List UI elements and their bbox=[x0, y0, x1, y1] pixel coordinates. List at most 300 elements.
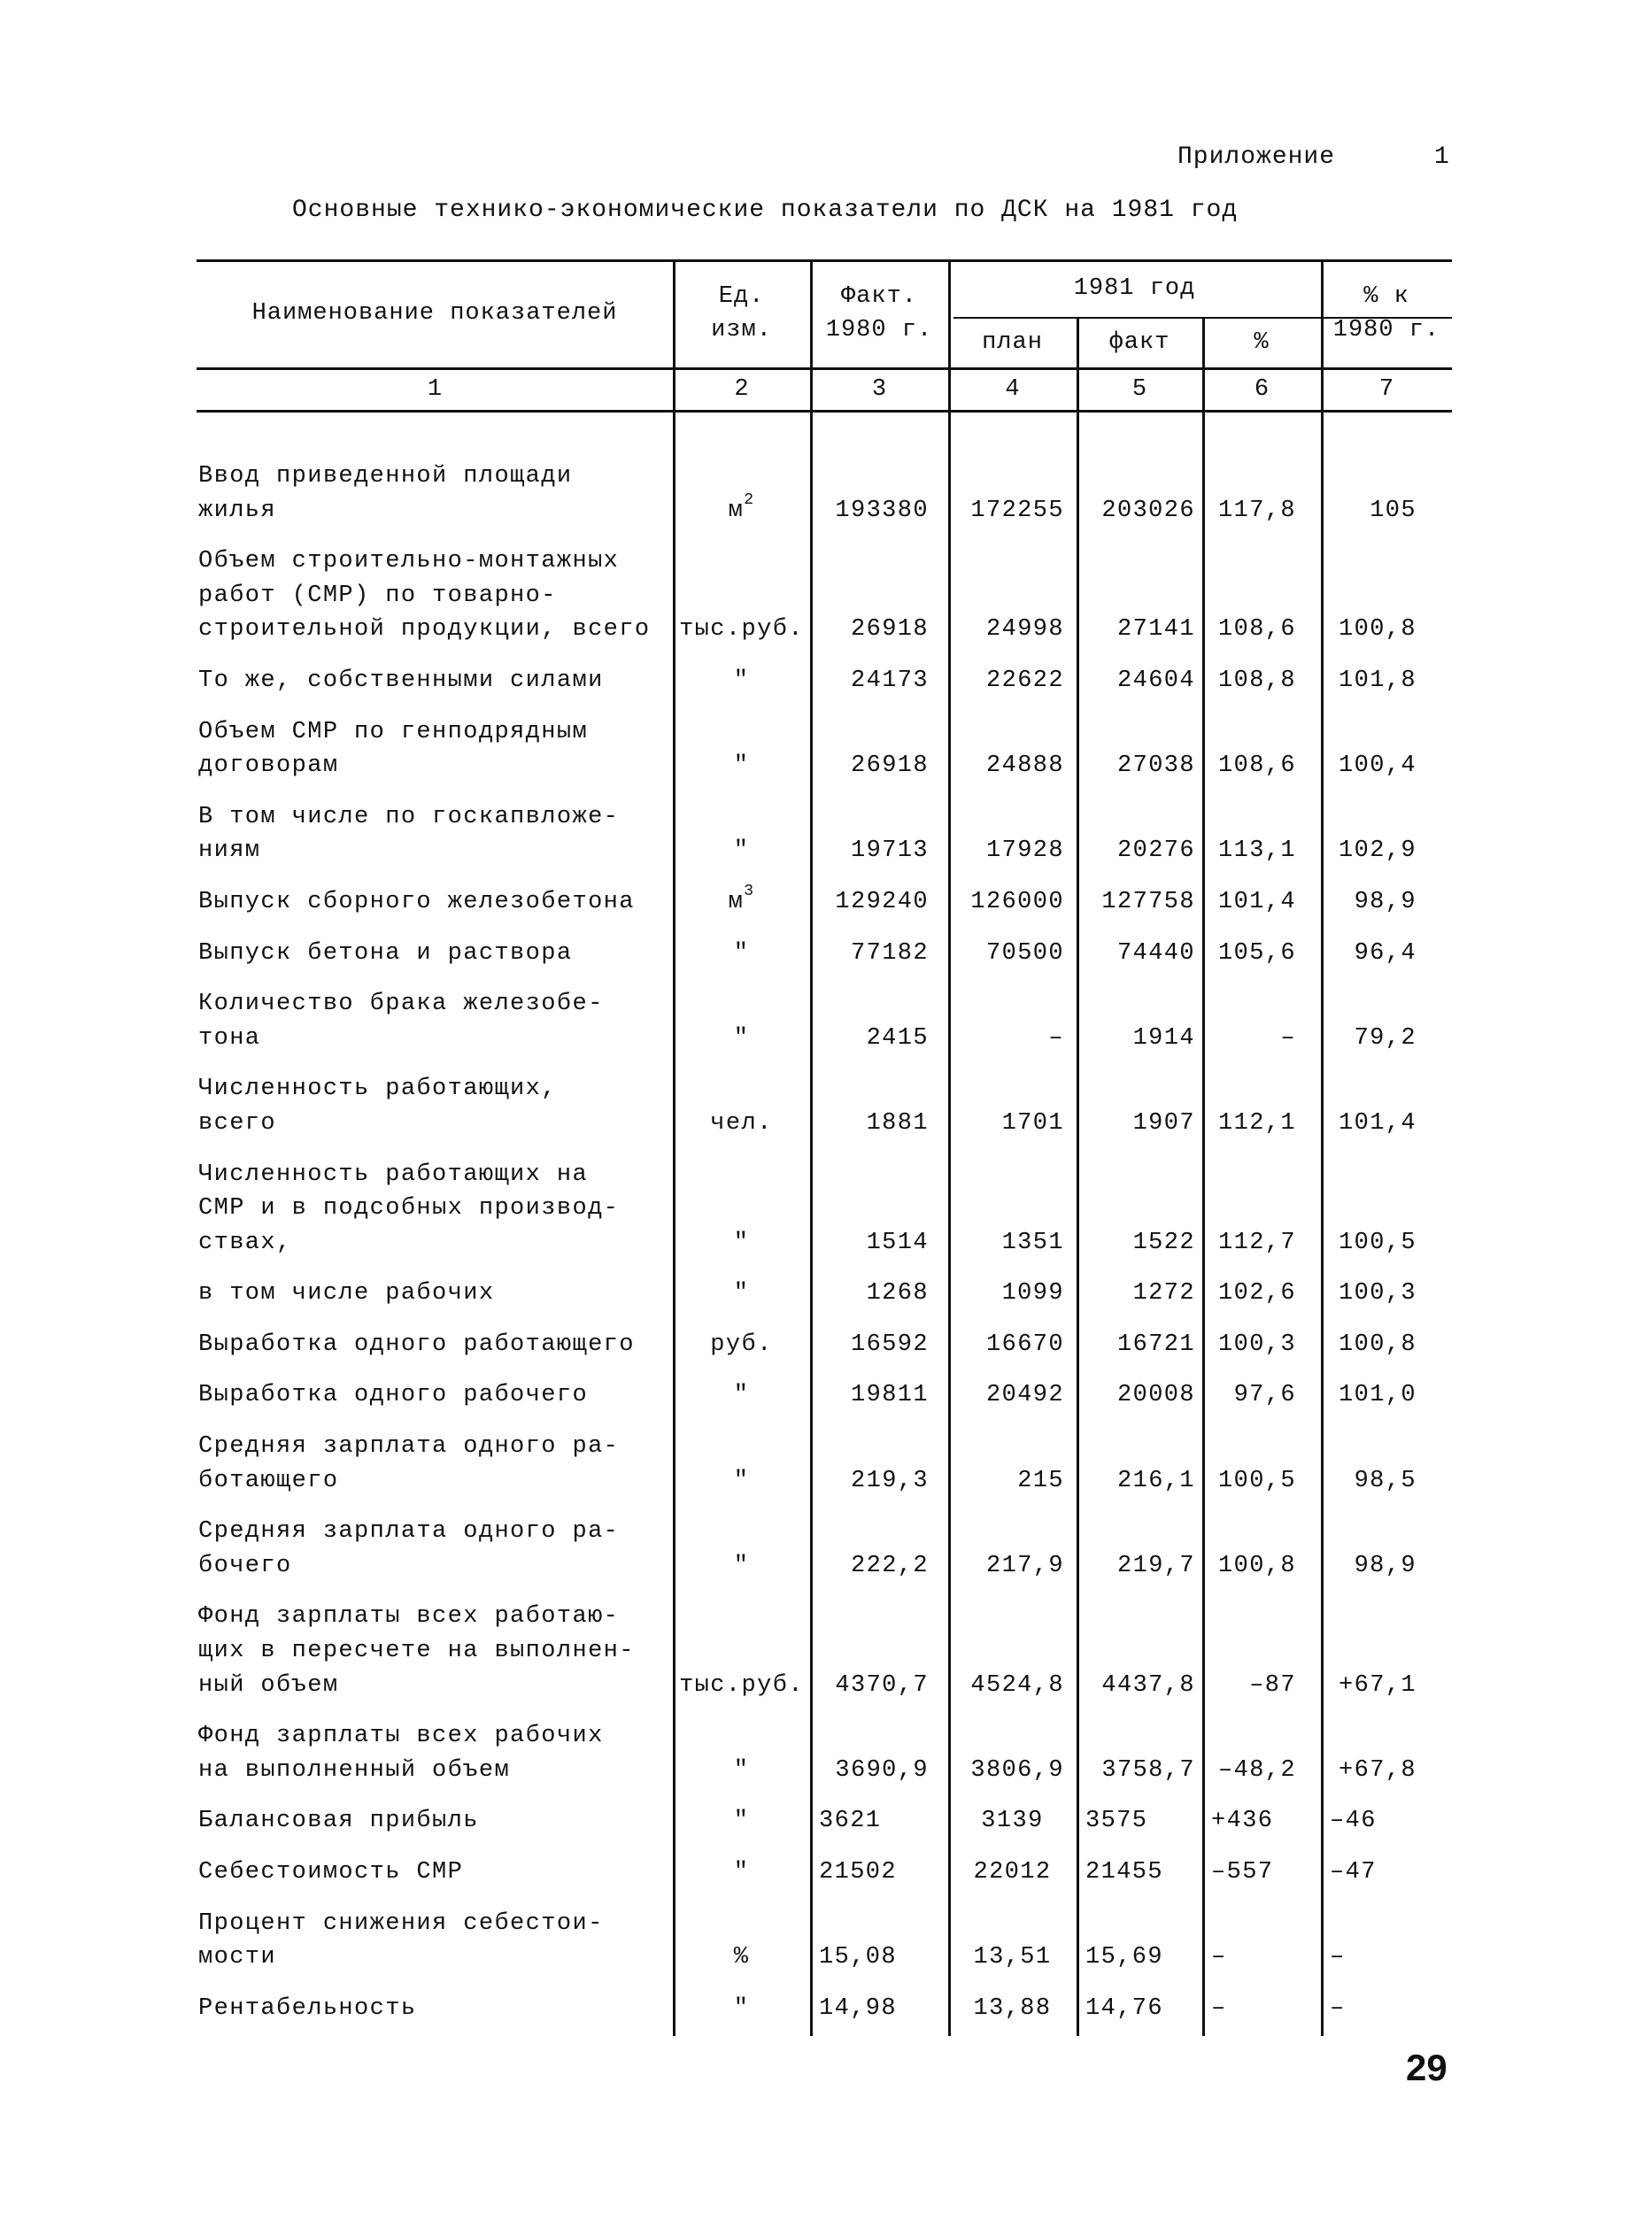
cell-value: 4524,8 bbox=[970, 1671, 1064, 1699]
unit-value: ″ bbox=[733, 667, 750, 694]
indicator-name bbox=[197, 544, 673, 647]
header-name-text: Наименование показателей bbox=[251, 300, 618, 327]
unit-cell bbox=[673, 1515, 810, 1583]
unit-text bbox=[734, 1855, 750, 1890]
unit-value: ″ bbox=[733, 1382, 750, 1409]
unit-text bbox=[734, 1378, 750, 1413]
value-cell-fact-1980 bbox=[810, 1277, 948, 1311]
unit-superscript: 3 bbox=[744, 882, 755, 900]
indicator-name-line: договорам bbox=[198, 752, 339, 780]
unit-cell bbox=[673, 1855, 810, 1890]
value-cell-plan bbox=[948, 885, 1077, 920]
value-cell-fact-1980 bbox=[810, 1719, 948, 1787]
unit-cell bbox=[673, 1328, 810, 1362]
value-cell-fact bbox=[1077, 1600, 1202, 1702]
header-percent-text: % bbox=[1254, 328, 1270, 356]
unit-cell bbox=[673, 1158, 810, 1261]
table-row bbox=[197, 1975, 1452, 2026]
cell-value: +67,1 bbox=[1338, 1671, 1417, 1699]
value-cell-fact-1980 bbox=[810, 1907, 948, 1975]
cell-value: 108,6 bbox=[1217, 616, 1296, 644]
value-cell-fact-1980 bbox=[810, 1992, 948, 2026]
indicator-name-line: Выработка одного работающего bbox=[198, 1331, 635, 1358]
column-number: 5 bbox=[1131, 376, 1147, 403]
value-cell-plan bbox=[948, 1277, 1077, 1311]
value-cell-plan bbox=[948, 1719, 1077, 1787]
value-cell-fact-1980 bbox=[810, 544, 948, 647]
table-row bbox=[197, 1890, 1452, 1975]
value-cell-percent bbox=[1202, 987, 1321, 1055]
indicator-name bbox=[197, 1855, 673, 1890]
indicator-name-line: Выпуск бетона и раствора bbox=[198, 939, 573, 967]
value-cell-percent-to-1980 bbox=[1321, 1992, 1452, 2026]
value-cell-percent-to-1980 bbox=[1321, 800, 1452, 868]
indicator-name-line: Объем СМР по генподрядным bbox=[198, 718, 589, 745]
unit-value: ″ bbox=[733, 1859, 750, 1886]
unit-value: ″ bbox=[733, 1229, 750, 1256]
cell-value: 21455 bbox=[1085, 1859, 1164, 1886]
indicator-name bbox=[197, 1072, 673, 1140]
unit-text bbox=[734, 1464, 750, 1499]
cell-value: 26918 bbox=[850, 616, 929, 644]
value-cell-fact-1980 bbox=[810, 1378, 948, 1413]
cell-value: –87 bbox=[1249, 1671, 1296, 1699]
table-row bbox=[197, 920, 1452, 971]
indicator-name-line: В том числе по госкапвложе- bbox=[198, 803, 620, 830]
column-number: 4 bbox=[1005, 376, 1020, 403]
cell-value: 112,7 bbox=[1217, 1229, 1296, 1256]
cell-value: – bbox=[1048, 1024, 1064, 1052]
cell-value: – bbox=[1330, 1944, 1346, 1971]
table-row bbox=[197, 783, 1452, 868]
value-cell-percent-to-1980 bbox=[1321, 664, 1452, 698]
indicator-name-line: Ввод приведенной площади bbox=[198, 463, 573, 490]
value-cell-percent-to-1980 bbox=[1321, 1158, 1452, 1261]
indicator-name bbox=[197, 987, 673, 1055]
cell-value: 15,08 bbox=[819, 1944, 898, 1971]
indicator-name-line: Средняя зарплата одного ра- bbox=[198, 1518, 620, 1546]
cell-value: 27141 bbox=[1116, 616, 1195, 644]
value-cell-percent bbox=[1202, 1378, 1321, 1413]
cell-value: 3139 bbox=[981, 1808, 1044, 1835]
value-cell-percent bbox=[1202, 544, 1321, 647]
cell-value: 100,8 bbox=[1338, 1331, 1417, 1358]
unit-value: ″ bbox=[733, 1808, 750, 1835]
indicator-name bbox=[197, 664, 673, 698]
unit-value: тыс.руб. bbox=[679, 1671, 804, 1699]
header-percent bbox=[1202, 317, 1321, 367]
indicator-name bbox=[197, 1277, 673, 1311]
unit-cell bbox=[673, 1719, 810, 1787]
cell-value: 20008 bbox=[1116, 1382, 1195, 1409]
value-cell-fact bbox=[1077, 987, 1202, 1055]
indicator-name bbox=[197, 885, 673, 920]
unit-value: ″ bbox=[733, 939, 750, 967]
value-cell-percent bbox=[1202, 1855, 1321, 1890]
value-cell-fact-1980 bbox=[810, 1158, 948, 1261]
indicator-name-line: в том числе рабочих bbox=[198, 1280, 495, 1307]
cell-value: – bbox=[1211, 1944, 1227, 1971]
value-cell-fact-1980 bbox=[810, 1328, 948, 1362]
table-row bbox=[197, 1055, 1452, 1140]
cell-value: – bbox=[1330, 1994, 1346, 2022]
value-cell-plan bbox=[948, 1430, 1077, 1498]
cell-value: +67,8 bbox=[1338, 1756, 1417, 1784]
page-number: 29 bbox=[1406, 2047, 1447, 2088]
header-fact-1980 bbox=[810, 259, 948, 367]
unit-cell bbox=[673, 544, 810, 647]
column-number: 1 bbox=[427, 376, 443, 403]
value-cell-fact-1980 bbox=[810, 664, 948, 698]
value-cell-fact bbox=[1077, 1158, 1202, 1261]
header-plan bbox=[948, 317, 1077, 367]
value-cell-fact-1980 bbox=[810, 459, 948, 528]
value-cell-fact bbox=[1077, 1515, 1202, 1583]
value-cell-fact bbox=[1077, 1430, 1202, 1498]
unit-value: м bbox=[728, 497, 745, 524]
value-cell-percent bbox=[1202, 885, 1321, 920]
cell-value: 1907 bbox=[1132, 1109, 1195, 1137]
cell-value: 3758,7 bbox=[1101, 1756, 1195, 1784]
value-cell-plan bbox=[948, 987, 1077, 1055]
table-row bbox=[197, 1702, 1452, 1787]
unit-value: % bbox=[733, 1944, 750, 1971]
cell-value: 126000 bbox=[970, 888, 1064, 915]
header-fact bbox=[1077, 317, 1202, 367]
cell-value: 1099 bbox=[1001, 1280, 1064, 1307]
value-cell-fact-1980 bbox=[810, 937, 948, 971]
unit-text bbox=[734, 1226, 750, 1261]
value-cell-percent bbox=[1202, 1072, 1321, 1140]
cell-value: 101,4 bbox=[1338, 1109, 1417, 1137]
unit-text bbox=[734, 1804, 750, 1839]
unit-cell bbox=[673, 1600, 810, 1702]
value-cell-fact bbox=[1077, 1719, 1202, 1787]
appendix-label: Приложение bbox=[1177, 143, 1336, 171]
cell-value: 129240 bbox=[835, 888, 929, 915]
cell-value: 217,9 bbox=[985, 1552, 1064, 1579]
unit-cell bbox=[673, 1378, 810, 1413]
unit-text bbox=[679, 1669, 804, 1703]
table-row bbox=[197, 1311, 1452, 1362]
value-cell-percent bbox=[1202, 1158, 1321, 1261]
cell-value: 24998 bbox=[985, 616, 1064, 644]
cell-value: 102,9 bbox=[1338, 837, 1417, 865]
unit-value: ″ bbox=[733, 837, 750, 865]
cell-value: 19713 bbox=[850, 837, 929, 865]
header-fact-1980-line1: Факт. bbox=[840, 283, 917, 310]
unit-cell bbox=[673, 459, 810, 528]
cell-value: 1514 bbox=[866, 1229, 929, 1256]
value-cell-plan bbox=[948, 800, 1077, 868]
cell-value: 13,88 bbox=[973, 1994, 1052, 2022]
value-cell-percent-to-1980 bbox=[1321, 1277, 1452, 1311]
indicator-name-line: на выполненный объем bbox=[198, 1756, 511, 1784]
value-cell-fact bbox=[1077, 1855, 1202, 1890]
unit-value: ″ bbox=[733, 1467, 750, 1494]
value-cell-fact-1980 bbox=[810, 987, 948, 1055]
value-cell-fact bbox=[1077, 715, 1202, 783]
cell-value: 101,4 bbox=[1217, 888, 1296, 915]
value-cell-plan bbox=[948, 1855, 1077, 1890]
value-cell-fact bbox=[1077, 1804, 1202, 1839]
value-cell-percent-to-1980 bbox=[1321, 1804, 1452, 1839]
table-row bbox=[197, 1498, 1452, 1583]
table-row bbox=[197, 970, 1452, 1055]
table-body bbox=[197, 443, 1452, 2025]
cell-value: 100,5 bbox=[1217, 1467, 1296, 1494]
unit-text bbox=[679, 613, 804, 647]
cell-value: 19811 bbox=[850, 1382, 929, 1409]
unit-cell bbox=[673, 1992, 810, 2026]
indicator-name-line: работ (СМР) по товарно- bbox=[198, 582, 557, 609]
header-plan-text: план bbox=[982, 328, 1043, 356]
cell-value: +436 bbox=[1211, 1808, 1274, 1835]
unit-value: ″ bbox=[733, 1024, 750, 1052]
column-number: 3 bbox=[871, 376, 887, 403]
indicator-name-line: СМР и в подсобных производ- bbox=[198, 1195, 620, 1223]
cell-value: 27038 bbox=[1116, 752, 1195, 780]
unit-text bbox=[710, 1328, 772, 1362]
value-cell-fact bbox=[1077, 937, 1202, 971]
unit-cell bbox=[673, 1072, 810, 1140]
value-cell-percent bbox=[1202, 937, 1321, 971]
cell-value: 105 bbox=[1370, 497, 1417, 524]
cell-value: 24173 bbox=[850, 667, 929, 694]
value-cell-percent-to-1980 bbox=[1321, 544, 1452, 647]
header-unit-line1: Ед. bbox=[718, 283, 765, 310]
value-cell-plan bbox=[948, 1072, 1077, 1140]
cell-value: 98,5 bbox=[1354, 1467, 1417, 1494]
value-cell-fact bbox=[1077, 1277, 1202, 1311]
appendix-number: 1 bbox=[1434, 143, 1449, 171]
cell-value: 100,4 bbox=[1338, 752, 1417, 780]
unit-cell bbox=[673, 1277, 810, 1311]
unit-text bbox=[734, 1277, 750, 1311]
column-number: 2 bbox=[734, 376, 749, 403]
indicator-name bbox=[197, 1992, 673, 2026]
indicator-name bbox=[197, 1600, 673, 1702]
value-cell-fact bbox=[1077, 1907, 1202, 1975]
value-cell-percent-to-1980 bbox=[1321, 1328, 1452, 1362]
unit-text bbox=[734, 1940, 750, 1975]
table-row bbox=[197, 528, 1452, 647]
unit-value: ″ bbox=[733, 1756, 750, 1784]
value-cell-percent-to-1980 bbox=[1321, 1430, 1452, 1498]
value-cell-percent bbox=[1202, 715, 1321, 783]
cell-value: 4437,8 bbox=[1101, 1671, 1195, 1699]
cell-value: 16721 bbox=[1116, 1331, 1195, 1358]
unit-value: руб. bbox=[710, 1331, 773, 1358]
value-cell-percent-to-1980 bbox=[1321, 459, 1452, 528]
value-cell-percent bbox=[1202, 1515, 1321, 1583]
value-cell-plan bbox=[948, 1515, 1077, 1583]
value-cell-percent-to-1980 bbox=[1321, 1515, 1452, 1583]
value-cell-plan bbox=[948, 1378, 1077, 1413]
unit-value: тыс.руб. bbox=[679, 616, 804, 644]
cell-value: 108,8 bbox=[1217, 667, 1296, 694]
value-cell-fact-1980 bbox=[810, 800, 948, 868]
cell-value: 97,6 bbox=[1233, 1382, 1296, 1409]
cell-value: 96,4 bbox=[1354, 939, 1417, 967]
unit-cell bbox=[673, 937, 810, 971]
cell-value: 219,7 bbox=[1116, 1552, 1195, 1579]
cell-value: –46 bbox=[1330, 1808, 1377, 1835]
header-percent-to-1980-line2: 1980 г. bbox=[1332, 317, 1440, 343]
indicator-name-line: Выпуск сборного железобетона bbox=[198, 888, 635, 915]
cell-value: 1268 bbox=[866, 1280, 929, 1307]
value-cell-percent bbox=[1202, 1277, 1321, 1311]
indicator-name bbox=[197, 937, 673, 971]
cell-value: 74440 bbox=[1116, 939, 1195, 967]
cell-value: 2415 bbox=[866, 1024, 929, 1052]
indicator-name-line: Выработка одного рабочего bbox=[198, 1382, 589, 1409]
indicator-name-line: Количество брака железобе- bbox=[198, 991, 604, 1018]
header-fact-text: факт bbox=[1108, 328, 1170, 356]
value-cell-plan bbox=[948, 1600, 1077, 1702]
unit-text bbox=[734, 664, 750, 698]
indicator-name-line: Объем строительно-монтажных bbox=[198, 548, 620, 575]
indicator-name-line: ниям bbox=[198, 837, 261, 865]
indicator-name-line: Фонд зарплаты всех работаю- bbox=[198, 1603, 620, 1631]
value-cell-fact bbox=[1077, 1072, 1202, 1140]
cell-value: 26918 bbox=[850, 752, 929, 780]
value-cell-fact bbox=[1077, 1992, 1202, 2026]
value-cell-fact bbox=[1077, 885, 1202, 920]
table-row bbox=[197, 443, 1452, 528]
value-cell-fact bbox=[1077, 664, 1202, 698]
cell-value: 22622 bbox=[985, 667, 1064, 694]
indicator-name-line: Рентабельность bbox=[198, 1994, 417, 2022]
unit-text bbox=[728, 490, 755, 528]
indicator-name bbox=[197, 1907, 673, 1975]
value-cell-fact bbox=[1077, 544, 1202, 647]
unit-text bbox=[734, 1992, 750, 2026]
table-row bbox=[197, 1583, 1452, 1702]
value-cell-percent-to-1980 bbox=[1321, 1855, 1452, 1890]
value-cell-fact-1980 bbox=[810, 1600, 948, 1702]
value-cell-fact-1980 bbox=[810, 885, 948, 920]
cell-value: 108,6 bbox=[1217, 752, 1296, 780]
indicator-name-line: всего bbox=[198, 1109, 277, 1137]
indicator-name-line: Средняя зарплата одного ра- bbox=[198, 1433, 620, 1461]
header-year-1981-text: 1981 год bbox=[1073, 274, 1196, 302]
cell-value: 1914 bbox=[1132, 1024, 1195, 1052]
unit-value: чел. bbox=[710, 1109, 773, 1137]
cell-value: 100,3 bbox=[1338, 1280, 1417, 1307]
value-cell-plan bbox=[948, 715, 1077, 783]
cell-value: –47 bbox=[1330, 1859, 1377, 1886]
column-number: 7 bbox=[1378, 376, 1394, 403]
unit-text bbox=[728, 882, 755, 920]
value-cell-percent bbox=[1202, 1719, 1321, 1787]
table-row bbox=[197, 1413, 1452, 1498]
cell-value: 1272 bbox=[1132, 1280, 1195, 1307]
value-cell-plan bbox=[948, 1992, 1077, 2026]
cell-value: 17928 bbox=[985, 837, 1064, 865]
value-cell-percent bbox=[1202, 664, 1321, 698]
unit-cell bbox=[673, 1804, 810, 1839]
value-cell-percent-to-1980 bbox=[1321, 715, 1452, 783]
cell-value: 16592 bbox=[850, 1331, 929, 1358]
cell-value: 1351 bbox=[1001, 1229, 1064, 1256]
value-cell-plan bbox=[948, 1804, 1077, 1839]
cell-value: 70500 bbox=[985, 939, 1064, 967]
indicator-name-line: ный объем bbox=[198, 1671, 339, 1699]
cell-value: 172255 bbox=[970, 497, 1064, 524]
value-cell-plan bbox=[948, 459, 1077, 528]
value-cell-percent-to-1980 bbox=[1321, 937, 1452, 971]
indicator-name bbox=[197, 1378, 673, 1413]
cell-value: 15,69 bbox=[1085, 1944, 1164, 1971]
value-cell-percent bbox=[1202, 459, 1321, 528]
value-cell-plan bbox=[948, 664, 1077, 698]
table-row bbox=[197, 1260, 1452, 1311]
cell-value: 20492 bbox=[985, 1382, 1064, 1409]
value-cell-fact-1980 bbox=[810, 1430, 948, 1498]
indicator-name-line: щих в пересчете на выполнен- bbox=[198, 1638, 635, 1665]
cell-value: – bbox=[1211, 1994, 1227, 2022]
unit-superscript: 2 bbox=[744, 490, 755, 509]
indicator-name-line: мости bbox=[198, 1944, 277, 1971]
indicator-name bbox=[197, 459, 673, 528]
value-cell-percent bbox=[1202, 1992, 1321, 2026]
value-cell-plan bbox=[948, 937, 1077, 971]
value-cell-plan bbox=[948, 1158, 1077, 1261]
cell-value: 3806,9 bbox=[970, 1756, 1064, 1784]
cell-value: 222,2 bbox=[850, 1552, 929, 1579]
header-fact-1980-line2: 1980 г. bbox=[825, 317, 933, 343]
value-cell-fact bbox=[1077, 1328, 1202, 1362]
indicator-name bbox=[197, 800, 673, 868]
indicator-name-line: То же, собственными силами bbox=[198, 667, 604, 694]
unit-text bbox=[710, 1107, 772, 1141]
cell-value: 105,6 bbox=[1217, 939, 1296, 967]
indicator-name-line: Балансовая прибыль bbox=[198, 1808, 479, 1835]
unit-cell bbox=[673, 715, 810, 783]
unit-value: ″ bbox=[733, 1552, 750, 1579]
value-cell-percent bbox=[1202, 1600, 1321, 1702]
table-row bbox=[197, 1361, 1452, 1413]
indicators-table bbox=[197, 259, 1452, 2036]
indicator-name-line: ботающего bbox=[198, 1467, 339, 1494]
unit-value: ″ bbox=[733, 1994, 750, 2022]
value-cell-fact-1980 bbox=[810, 1855, 948, 1890]
value-cell-fact bbox=[1077, 800, 1202, 868]
cell-value: 193380 bbox=[835, 497, 929, 524]
value-cell-percent-to-1980 bbox=[1321, 885, 1452, 920]
cell-value: 100,8 bbox=[1217, 1552, 1296, 1579]
table-row bbox=[197, 1787, 1452, 1839]
indicator-name bbox=[197, 1515, 673, 1583]
value-cell-percent bbox=[1202, 800, 1321, 868]
page-title: Основные технико-экономические показатели по ДСК на 1981 год bbox=[292, 197, 1239, 224]
value-cell-fact-1980 bbox=[810, 1072, 948, 1140]
unit-cell bbox=[673, 800, 810, 868]
cell-value: 24888 bbox=[985, 752, 1064, 780]
cell-value: 14,98 bbox=[819, 1994, 898, 2022]
cell-value: 215 bbox=[1017, 1467, 1064, 1494]
unit-value: ″ bbox=[733, 1280, 750, 1307]
indicator-name bbox=[197, 1430, 673, 1498]
header-name bbox=[197, 259, 673, 367]
value-cell-fact bbox=[1077, 459, 1202, 528]
value-cell-percent-to-1980 bbox=[1321, 1378, 1452, 1413]
value-cell-percent bbox=[1202, 1804, 1321, 1839]
cell-value: 100,8 bbox=[1338, 616, 1417, 644]
unit-cell bbox=[673, 987, 810, 1055]
table-row bbox=[197, 698, 1452, 783]
